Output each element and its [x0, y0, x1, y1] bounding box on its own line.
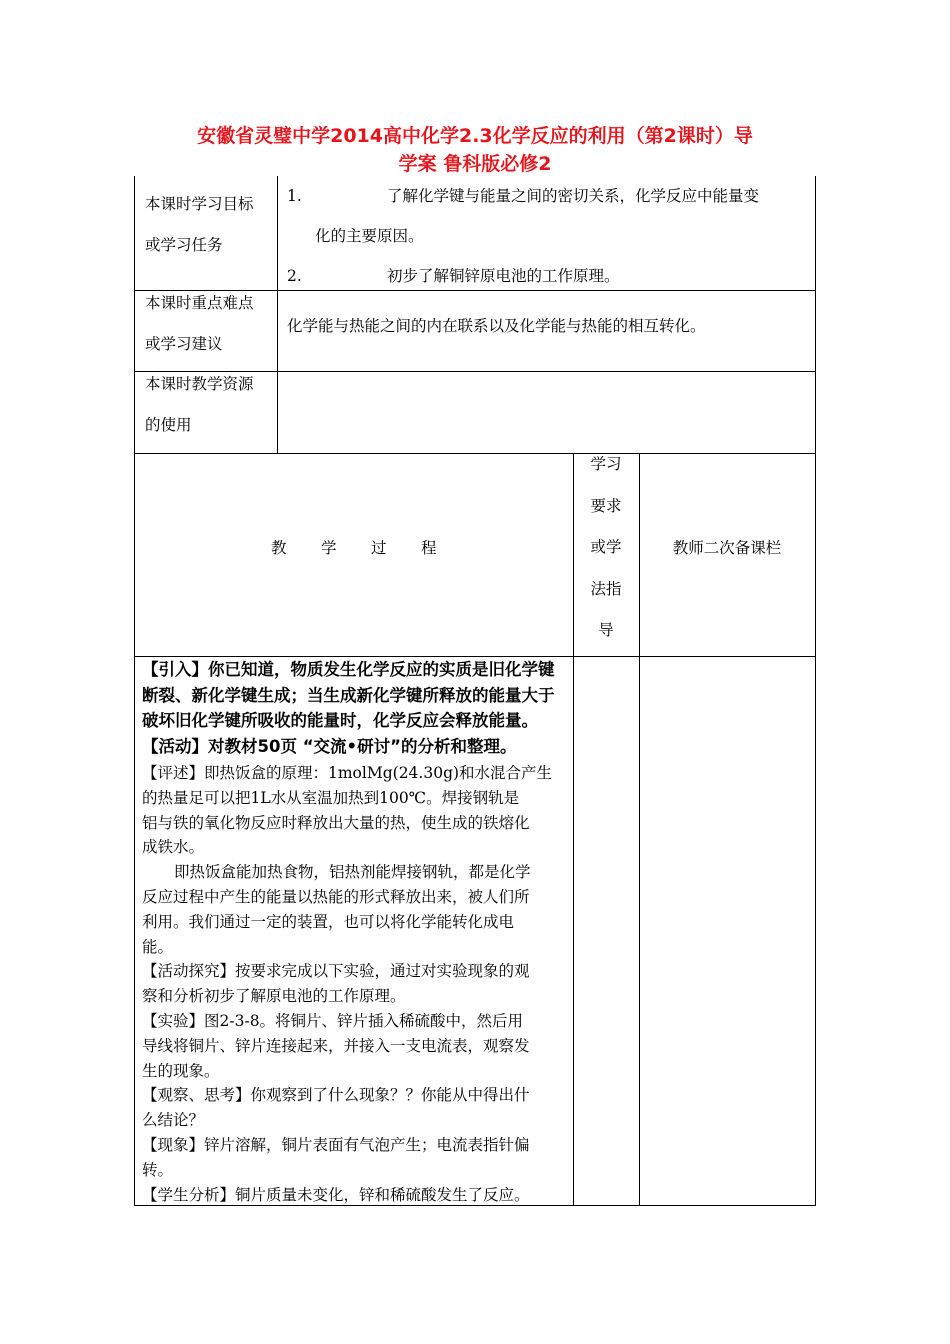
- keypoints-label-line1: 本课时重点难点: [145, 294, 254, 312]
- experiment-line-2: 导线将铜片、锌片连接起来，并接入一支电流表，观察发: [142, 1036, 530, 1055]
- phenomenon-line-1: 【现象】锌片溶解，铜片表面有气泡产生；电流表指针偏: [142, 1135, 530, 1154]
- goal-item-1-number: 1.: [287, 187, 302, 205]
- resources-label-line1: 本课时教学资源: [145, 375, 254, 393]
- para2-line-1: 即热饭盒能加热食物，铝热剂能焊接钢轨，都是化学: [174, 863, 531, 882]
- intro-line-2: 断裂、新化学键生成；当生成新化学键所释放的能量大于: [142, 685, 555, 705]
- goals-label-line2: 或学习任务: [145, 236, 223, 254]
- goals-content: [287, 176, 812, 296]
- resources-label-line2: 的使用: [145, 416, 192, 434]
- explore-line-1: 【活动探究】按要求完成以下实验，通过对实验现象的观: [142, 962, 530, 981]
- goals-label-line1: 本课时学习目标: [145, 195, 254, 213]
- guide-line-3: 或学: [590, 538, 622, 556]
- title-line-1: 安徽省灵璧中学2014高中化学2.3化学反应的利用（第2课时）导: [197, 125, 753, 147]
- experiment-line-3: 生的现象。: [142, 1061, 220, 1080]
- main-text: [142, 761, 572, 1207]
- para2-line-2: 反应过程中产生的能量以热能的形式释放出来，被人们所: [142, 887, 530, 906]
- process-char-2: 学: [321, 539, 337, 557]
- experiment-line-1: 【实验】图2-3-8。将铜片、锌片插入稀硫酸中，然后用: [142, 1011, 524, 1030]
- review-line-4: 成铁水。: [142, 838, 205, 857]
- goal-item-2-text: 初步了解铜锌原电池的工作原理。: [387, 267, 620, 285]
- review-line-1: 【评述】即热饭盒的原理：1molMg(24.30g)和水混合产生: [142, 764, 553, 782]
- review-line-2: 的热量足可以把1L水从室温加热到100℃。焊接钢轨是: [142, 788, 520, 807]
- process-char-1: 教: [271, 539, 287, 557]
- intro-line-1: 【引入】你已知道，物质发生化学反应的实质是旧化学键: [142, 660, 555, 679]
- goal-item-1: [287, 176, 812, 216]
- goal-item-2: [287, 256, 812, 296]
- review-line-3: 铝与铁的氧化物反应时释放出大量的热，使生成的铁熔化: [142, 813, 530, 832]
- guide-line-2: 要求: [590, 496, 622, 515]
- keypoints-label: [145, 283, 254, 365]
- goal-item-1-text-b: 化的主要原因。: [315, 227, 424, 245]
- para2-line-4: 能。: [142, 937, 174, 956]
- goals-label: [145, 184, 254, 266]
- guide-line-4: 法指: [590, 579, 622, 598]
- explore-line-2: 察和分析初步了解原电池的工作原理。: [142, 987, 406, 1006]
- lesson-body: [142, 657, 572, 1207]
- goal-item-1-continuation: [287, 216, 812, 256]
- guide-line-5: 导: [598, 621, 614, 639]
- observe-line-2: 么结论？: [142, 1111, 205, 1130]
- keypoints-label-line2: 或学习建议: [145, 335, 223, 353]
- analysis-line: 【学生分析】铜片质量未变化，锌和稀硫酸发生了反应。: [142, 1185, 530, 1204]
- goal-item-2-number: 2.: [287, 267, 302, 285]
- intro-section: [142, 657, 572, 759]
- process-char-4: 程: [421, 539, 437, 557]
- para2-line-3: 利用。我们通过一定的装置，也可以将化学能转化成电: [142, 912, 515, 931]
- guide-line-1: 学习: [590, 455, 622, 473]
- activity-line: 【活动】对教材50页 “交流•研讨”的分析和整理。: [142, 736, 517, 756]
- title-line-2: 学案 鲁科版必修2: [398, 153, 552, 175]
- intro-line-3: 破坏旧化学键所吸收的能量时，化学反应会释放能量。: [142, 711, 538, 730]
- process-char-3: 过: [371, 539, 387, 557]
- phenomenon-line-2: 转。: [142, 1160, 174, 1179]
- teacher-notes-heading: 教师二次备课栏: [672, 539, 782, 557]
- resources-label: [145, 364, 254, 446]
- document-title: [100, 122, 850, 178]
- study-guide-heading: [573, 444, 639, 652]
- teaching-process-heading: [271, 537, 437, 559]
- observe-line-1: 【观察、思考】你观察到了什么现象？？你能从中得出什: [142, 1086, 530, 1105]
- goal-item-1-text-a: 了解化学键与能量之间的密切关系，化学反应中能量变: [387, 187, 760, 205]
- keypoints-content: 化学能与热能之间的内在联系以及化学能与热能的相互转化。: [287, 317, 706, 335]
